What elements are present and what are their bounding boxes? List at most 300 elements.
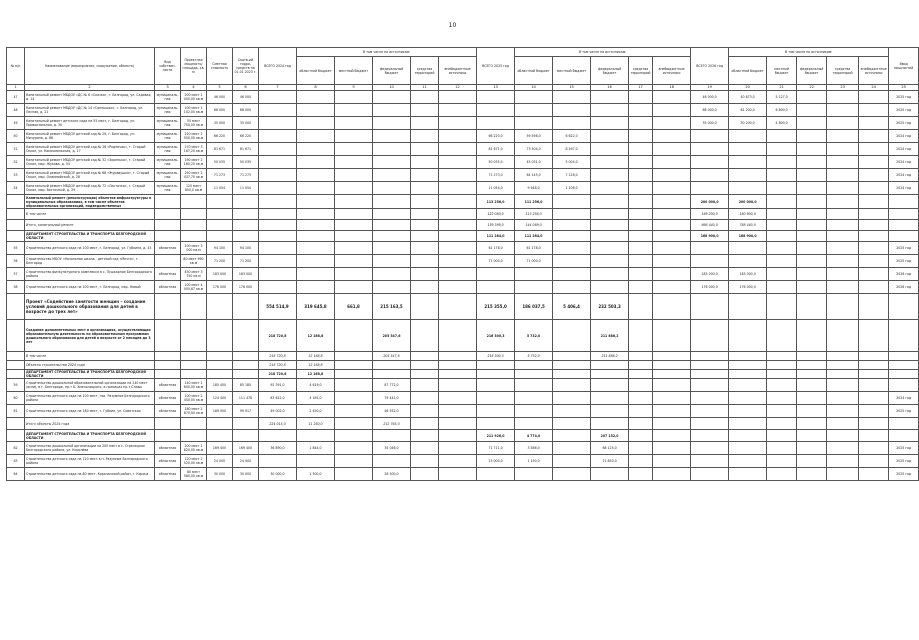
row-capacity: 55 мест 750,00 кв.м <box>181 117 207 130</box>
row-value <box>553 91 591 104</box>
row-value <box>259 455 297 468</box>
summary-value: 211 886,2 <box>591 320 629 352</box>
row-value <box>653 242 691 255</box>
row-value <box>653 379 691 392</box>
row-value <box>411 455 439 468</box>
header-colnum: 15 <box>553 85 591 91</box>
row-value <box>629 117 653 130</box>
summary-empty <box>155 430 181 442</box>
row-value: 71 273,0 <box>477 169 515 182</box>
table-row <box>7 156 919 169</box>
row-kind <box>155 255 181 268</box>
row-kind: областная <box>155 442 181 455</box>
header-colnum: 10 <box>373 85 411 91</box>
summary-value: 216 300,3 <box>477 352 515 361</box>
row-value <box>827 104 859 117</box>
row-value <box>629 281 653 294</box>
row-capacity: 100 мест 3 000 кв.м <box>181 242 207 255</box>
summary-value <box>515 370 553 379</box>
row-needed: 183 000 <box>233 268 259 281</box>
row-value <box>767 182 797 195</box>
row-value <box>827 242 859 255</box>
row-number: 49 <box>7 117 25 130</box>
summary-value <box>439 231 477 242</box>
summary-value <box>477 418 515 430</box>
row-value <box>859 242 889 255</box>
row-kind: областная <box>155 379 181 392</box>
summary-name: Объекты строительства 2024 года <box>25 361 155 370</box>
row-value: 1 500,0 <box>297 468 335 481</box>
row-capacity: 270 мест 3 167,20 кв.м <box>181 143 207 156</box>
summary-empty <box>233 294 259 320</box>
row-value <box>653 117 691 130</box>
summary-value <box>591 209 629 220</box>
summary-value: 186 037,5 <box>515 294 553 320</box>
row-needed: 99 917 <box>233 405 259 418</box>
row-value <box>767 255 797 268</box>
summary-row <box>7 430 919 442</box>
summary-value <box>859 209 889 220</box>
summary-value <box>767 352 797 361</box>
row-value <box>591 255 629 268</box>
row-value <box>439 255 477 268</box>
summary-value: 12 168,8 <box>297 320 335 352</box>
header-total-2025: ВСЕГО 2025 год <box>477 48 515 85</box>
summary-value: 232 503,3 <box>591 294 629 320</box>
row-value: 73 504,0 <box>515 143 553 156</box>
row-value <box>859 169 889 182</box>
row-value <box>553 255 591 268</box>
row-value: 35 000,0 <box>691 117 729 130</box>
table-row <box>7 405 919 418</box>
row-value: 45 031,0 <box>515 156 553 169</box>
row-value <box>297 455 335 468</box>
summary-name: ДЕПАРТАМЕНТ СТРОИТЕЛЬСТВА И ТРАНСПОРТА БЕЛГОРОДСКОЙ ОБЛАСТИ <box>25 370 155 379</box>
row-value <box>691 379 729 392</box>
summary-value: 111 284,0 <box>477 231 515 242</box>
row-value <box>859 117 889 130</box>
summary-value <box>827 352 859 361</box>
summary-value: 661,8 <box>335 294 373 320</box>
row-number: 60 <box>7 392 25 405</box>
row-value <box>653 405 691 418</box>
summary-value: 111 256,0 <box>515 195 553 209</box>
summary-value <box>411 220 439 231</box>
row-value <box>411 242 439 255</box>
summary-value: 12 168,8 <box>297 361 335 370</box>
summary-value <box>729 370 767 379</box>
table-row <box>7 442 919 455</box>
row-value <box>591 156 629 169</box>
summary-value <box>859 220 889 231</box>
summary-number <box>7 209 25 220</box>
row-value <box>767 281 797 294</box>
summary-empty <box>889 195 919 209</box>
summary-value <box>411 294 439 320</box>
row-value <box>859 91 889 104</box>
row-capacity: 140 мест 1 600,00 кв.м <box>181 379 207 392</box>
row-value: 2024 год <box>889 182 919 195</box>
summary-value <box>373 361 411 370</box>
header-colnum: 17 <box>629 85 653 91</box>
row-kind: муниципаль-ная <box>155 117 181 130</box>
row-value <box>411 379 439 392</box>
summary-value <box>797 209 827 220</box>
summary-value: 207 152,0 <box>591 430 629 442</box>
table-row <box>7 268 919 281</box>
row-value: 59 598,0 <box>515 130 553 143</box>
summary-value <box>629 370 653 379</box>
header-source: местный бюджет <box>767 57 797 85</box>
summary-value: 554 514,9 <box>259 294 297 320</box>
header-colnum: 5 <box>207 85 233 91</box>
row-value <box>767 442 797 455</box>
row-value: 68 125,0 <box>591 442 629 455</box>
row-capacity: 190 мест 2 160,20 кв.м <box>181 156 207 169</box>
summary-value <box>335 370 373 379</box>
row-value <box>629 392 653 405</box>
summary-value: 200 000,0 <box>729 195 767 209</box>
row-value <box>797 130 827 143</box>
row-value <box>653 281 691 294</box>
header-colnum: 3 <box>155 85 181 91</box>
row-name: Капитальный ремонт МБДОУ детский сад № 68 «Журавушка», г. Старый Оскол, мкр. Олимпийский, д. 28 <box>25 169 155 182</box>
summary-value <box>259 231 297 242</box>
row-value <box>373 268 411 281</box>
summary-value <box>729 320 767 352</box>
summary-value <box>439 209 477 220</box>
row-number: 54 <box>7 182 25 195</box>
summary-value <box>373 209 411 220</box>
row-value: 3 586,0 <box>515 442 553 455</box>
row-value <box>439 405 477 418</box>
row-needed: 24 000 <box>233 455 259 468</box>
row-value <box>729 255 767 268</box>
row-value <box>797 169 827 182</box>
row-value <box>297 104 335 117</box>
row-value <box>411 182 439 195</box>
summary-empty <box>155 370 181 379</box>
row-value <box>259 117 297 130</box>
summary-value <box>553 352 591 361</box>
row-value <box>477 379 515 392</box>
row-name: Строительство детского сада на 100 мест, пос. Разумное Белгородского района <box>25 392 155 405</box>
header-needed: Соотв-ий гидро-средств на 01.01 2023 г. <box>233 48 259 85</box>
summary-value: 160 900,0 <box>729 209 767 220</box>
summary-value <box>373 220 411 231</box>
row-value: 2026 год <box>889 268 919 281</box>
summary-value <box>335 320 373 352</box>
header-colnum: 6 <box>233 85 259 91</box>
row-kind: муниципаль-ная <box>155 130 181 143</box>
row-name: Строительство детского сада на 120 мест в п. Разумное Белгородского района <box>25 455 155 468</box>
summary-value <box>653 320 691 352</box>
summary-value: 113 256,0 <box>477 195 515 209</box>
summary-empty <box>207 220 233 231</box>
row-value <box>691 156 729 169</box>
row-value: 35 046,0 <box>373 442 411 455</box>
row-value <box>439 392 477 405</box>
row-value: 4 800,0 <box>767 117 797 130</box>
row-value: 2025 год <box>889 91 919 104</box>
row-value: 4 619,0 <box>297 379 335 392</box>
summary-value <box>691 370 729 379</box>
row-value <box>439 281 477 294</box>
summary-value <box>297 220 335 231</box>
row-kind: областная <box>155 392 181 405</box>
row-value <box>439 169 477 182</box>
summary-value: 205 547,6 <box>373 352 411 361</box>
row-value <box>827 169 859 182</box>
row-value: 30 000,0 <box>259 468 297 481</box>
summary-value <box>827 430 859 442</box>
row-value <box>629 91 653 104</box>
header-colnum: 19 <box>691 85 729 91</box>
summary-name: Создание дополнительных мест в организациях, осуществляющих образовательную деятельность по образовательным программам дошкольного образования для детей в возрасте от 2 месяцев до 3 лет <box>25 320 155 352</box>
summary-empty <box>181 231 207 242</box>
row-value <box>653 455 691 468</box>
row-value <box>297 281 335 294</box>
summary-value <box>691 430 729 442</box>
summary-value <box>797 352 827 361</box>
row-value <box>653 442 691 455</box>
summary-value <box>591 231 629 242</box>
table-row <box>7 255 919 268</box>
summary-value <box>411 320 439 352</box>
summary-value: 168 900,0 <box>729 231 767 242</box>
row-value <box>439 268 477 281</box>
row-kind: муниципаль-ная <box>155 143 181 156</box>
summary-value <box>629 220 653 231</box>
row-value <box>411 281 439 294</box>
row-value <box>767 405 797 418</box>
row-value: 2024 год <box>889 143 919 156</box>
row-number: 55 <box>7 242 25 255</box>
row-value <box>477 468 515 481</box>
summary-value <box>297 231 335 242</box>
summary-value <box>859 294 889 320</box>
row-value <box>373 130 411 143</box>
row-number: 50 <box>7 130 25 143</box>
row-value: 79 441,0 <box>373 392 411 405</box>
header-source: федеральный бюджет <box>797 57 827 85</box>
summary-value <box>653 294 691 320</box>
summary-number <box>7 294 25 320</box>
summary-row <box>7 418 919 430</box>
row-value <box>653 255 691 268</box>
row-value <box>653 156 691 169</box>
summary-empty <box>181 209 207 220</box>
summary-value <box>653 361 691 370</box>
summary-value: 122 080,0 <box>477 209 515 220</box>
row-value <box>827 117 859 130</box>
summary-number <box>7 361 25 370</box>
row-value <box>729 242 767 255</box>
summary-empty <box>155 209 181 220</box>
row-value <box>827 392 859 405</box>
row-value: 2024 год <box>889 130 919 143</box>
row-number: 58 <box>7 281 25 294</box>
row-value <box>553 104 591 117</box>
table-row <box>7 455 919 468</box>
header-source: средства территорий <box>629 57 653 85</box>
summary-value <box>439 195 477 209</box>
summary-value <box>335 231 373 242</box>
row-kind: областная <box>155 268 181 281</box>
row-value <box>297 130 335 143</box>
summary-value <box>591 195 629 209</box>
summary-value <box>797 320 827 352</box>
summary-value <box>729 352 767 361</box>
row-value <box>335 392 373 405</box>
row-value <box>259 268 297 281</box>
row-value <box>827 156 859 169</box>
summary-value <box>335 418 373 430</box>
row-value <box>373 182 411 195</box>
summary-value: 218 720,8 <box>259 352 297 361</box>
table-row <box>7 468 919 481</box>
row-value <box>477 405 515 418</box>
row-value <box>827 442 859 455</box>
row-name: Капитальный ремонт МБДОУ детский сад № 72 «Ласточка», г. Старый Оскол, мкр. Восточный, д. 29 <box>25 182 155 195</box>
summary-value <box>827 418 859 430</box>
row-value: 2025 год <box>889 442 919 455</box>
summary-value <box>653 352 691 361</box>
header-colnum: 12 <box>439 85 477 91</box>
summary-value <box>629 361 653 370</box>
row-name: Капитальный ремонт МБДОУ детский сад № 16 «Родничок», г. Старый Оскол, ул. Комсомольская, д. 17 <box>25 143 155 156</box>
row-value <box>439 143 477 156</box>
summary-empty <box>889 231 919 242</box>
row-value <box>591 379 629 392</box>
row-name: Капитальный ремонт МБДОУ «ДС № 6 «Сказка», г. Белгород, ул. Садовая, д. 14 <box>25 91 155 104</box>
row-value: 2024 год <box>889 156 919 169</box>
row-kind: муниципаль-ная <box>155 156 181 169</box>
row-value <box>729 392 767 405</box>
row-value <box>797 268 827 281</box>
row-value <box>591 130 629 143</box>
row-value: 183 000,0 <box>691 268 729 281</box>
row-value <box>691 392 729 405</box>
row-value <box>653 182 691 195</box>
summary-value <box>553 231 591 242</box>
row-value <box>553 379 591 392</box>
row-value <box>411 156 439 169</box>
row-needed: 50 035 <box>233 156 259 169</box>
row-capacity: 120 мест 2 520,00 кв.м <box>181 455 207 468</box>
summary-empty <box>233 209 259 220</box>
summary-value <box>729 418 767 430</box>
row-value <box>335 468 373 481</box>
summary-empty <box>181 320 207 352</box>
row-estimate: 189 000 <box>207 405 233 418</box>
summary-empty <box>181 430 207 442</box>
summary-row <box>7 361 919 370</box>
summary-value <box>797 294 827 320</box>
row-value <box>335 255 373 268</box>
summary-value <box>767 220 797 231</box>
summary-value: 211 926,0 <box>477 430 515 442</box>
summary-value <box>653 220 691 231</box>
header-source: областной бюджет <box>297 57 335 85</box>
row-value <box>515 468 553 481</box>
row-value <box>411 392 439 405</box>
row-value <box>259 156 297 169</box>
header-colnum: 18 <box>653 85 691 91</box>
summary-value: 216 300,3 <box>477 320 515 352</box>
row-value <box>553 268 591 281</box>
row-value <box>477 104 515 117</box>
header-colnum: 23 <box>827 85 859 91</box>
row-value <box>515 379 553 392</box>
row-capacity: 250 мест 2 437,70 кв.м <box>181 169 207 182</box>
summary-value <box>439 430 477 442</box>
row-name: Строительство детского сада на 180 мест, г. Губкин, ул. Советская <box>25 405 155 418</box>
summary-empty <box>155 352 181 361</box>
row-value <box>629 268 653 281</box>
row-kind: областная <box>155 455 181 468</box>
row-capacity: 80 мест 990 кв.м <box>181 255 207 268</box>
row-value <box>335 442 373 455</box>
summary-value <box>629 209 653 220</box>
summary-value: 218 720,8 <box>259 370 297 379</box>
row-value <box>827 405 859 418</box>
summary-value <box>553 430 591 442</box>
summary-value <box>297 209 335 220</box>
summary-value <box>827 361 859 370</box>
row-value <box>653 104 691 117</box>
row-value <box>691 442 729 455</box>
row-estimate: 11 054 <box>207 182 233 195</box>
row-value <box>827 182 859 195</box>
row-value: 64 145,0 <box>515 169 553 182</box>
row-needed: 11 054 <box>233 182 259 195</box>
row-value <box>797 182 827 195</box>
page-number: 10 <box>448 22 457 29</box>
row-value: 71 000,0 <box>515 255 553 268</box>
row-estimate: 94 100 <box>207 242 233 255</box>
row-estimate: 30 000 <box>207 468 233 481</box>
header-source: местный бюджет <box>553 57 591 85</box>
summary-value <box>629 294 653 320</box>
summary-empty <box>233 320 259 352</box>
row-value <box>691 242 729 255</box>
summary-empty <box>207 320 233 352</box>
summary-value <box>411 195 439 209</box>
row-value: 176 000,0 <box>729 281 767 294</box>
header-colnum: 11 <box>411 85 439 91</box>
summary-empty <box>889 430 919 442</box>
row-number: 56 <box>7 255 25 268</box>
header-source: местный бюджет <box>335 57 373 85</box>
summary-value: 12 168,8 <box>297 352 335 361</box>
summary-value <box>827 231 859 242</box>
row-value <box>411 442 439 455</box>
summary-name: ДЕПАРТАМЕНТ СТРОИТЕЛЬСТВА И ТРАНСПОРТА БЕЛГОРОДСКОЙ ОБЛАСТИ <box>25 430 155 442</box>
row-value: 30 200,0 <box>729 117 767 130</box>
row-value: 81 671,0 <box>477 143 515 156</box>
summary-value <box>767 361 797 370</box>
summary-empty <box>207 209 233 220</box>
summary-value <box>515 361 553 370</box>
row-value <box>767 242 797 255</box>
summary-value <box>827 220 859 231</box>
summary-value <box>767 195 797 209</box>
row-value <box>335 242 373 255</box>
summary-row <box>7 195 919 209</box>
header-kind: Вид собствен-ности <box>155 48 181 85</box>
summary-value <box>653 231 691 242</box>
